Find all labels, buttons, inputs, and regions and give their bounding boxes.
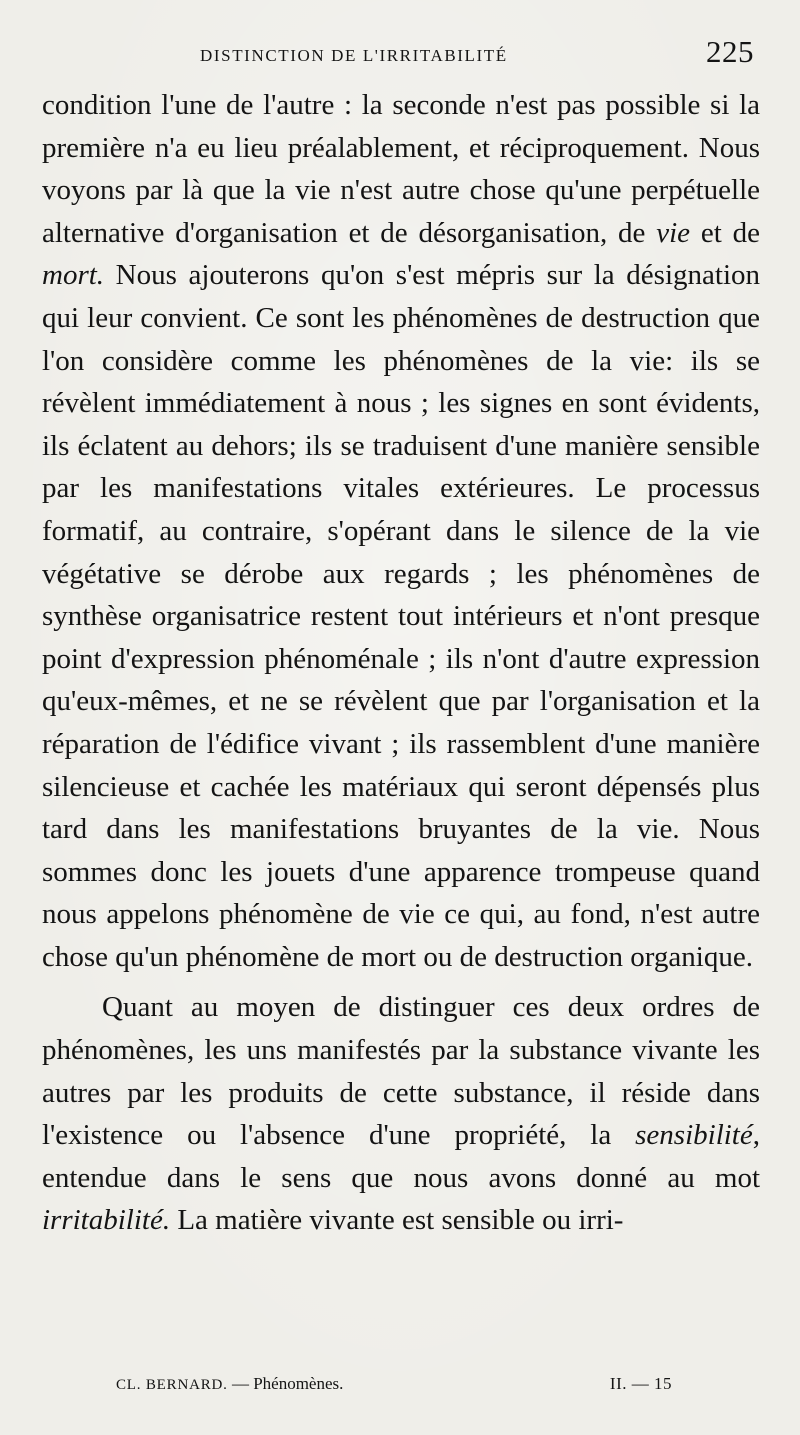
footer-work: Phénomènes. [253,1374,344,1393]
paragraph-2-text-b: , entendue dans le sens que nous avons donné au mot [42,1119,760,1194]
footer-separator: — [227,1374,254,1393]
paragraph-1-text-a: condition l'une de l'autre : la seconde n'est pas possible si la première n'a eu lieu préalablement, et réciproquement. Nous voyons par là que la vie n'est autre chose qu'une perpétuelle alternative d'organisation et de désorganisation, de [42,89,760,249]
paragraph-2-italic-sensibilite: sensibilité [635,1119,753,1152]
paragraph-2 [42,986,760,1242]
paragraph-2-text-a: Quant au moyen de distinguer ces deux ordres de phénomènes, les uns manifestés par la substance vivante les autres par les produits de cette substance, il réside dans l'existence ou l'absence d'une propriété, la [42,991,760,1152]
paragraph-2-italic-irritabilite: irritabilité. [42,1204,171,1237]
paragraph-2-text-c: La matière vivante est sensible ou irri- [170,1204,624,1237]
paragraph-1 [42,84,760,978]
page-number: 225 [706,34,754,69]
running-title: DISTINCTION DE L'IRRITABILITÉ [200,46,508,65]
paragraph-1-text-c: Nous ajouterons qu'on s'est mépris sur la désignation qui leur convient. Ce sont les phénomènes de destruction que l'on considère comme les phénomènes de la vie: ils se révèlent immédiatement à nous ; les signes en sont évidents, ils éclatent au dehors; ils se traduisent d'une manière sensible par les manifestations vitales extérieures. Le processus formatif, au contraire, s'opérant dans le silence de la vie végétative se dérobe aux regards ; les phénomènes de synthèse organisatrice restent tout intérieurs et n'ont presque point d'expression phénoménale ; ils n'ont d'autre expression qu'eux-mêmes, et ne se révèlent que par l'organisation et la réparation de l'édifice vivant ; ils rassemblent d'une manière silencieuse et cachée les matériaux qui seront dépensés plus tard dans les manifestations bruyantes de la vie. Nous sommes donc les jouets d'une apparence trompeuse quand nous appelons phénomène de vie ce qui, au fond, n'est autre chose qu'un phénomène de mort ou de destruction organique. [42,259,760,973]
footer-author: CL. BERNARD. [116,1377,228,1393]
footer-imprint [116,1374,343,1394]
running-head [42,34,754,74]
paragraph-1-italic-mort: mort. [42,259,105,292]
page-footer [42,1374,754,1402]
paragraph-1-text-b: et de [690,216,760,249]
footer-signature: II. — 15 [609,1374,672,1393]
body-text [42,84,760,1242]
paragraph-1-italic-vie: vie [656,216,691,249]
